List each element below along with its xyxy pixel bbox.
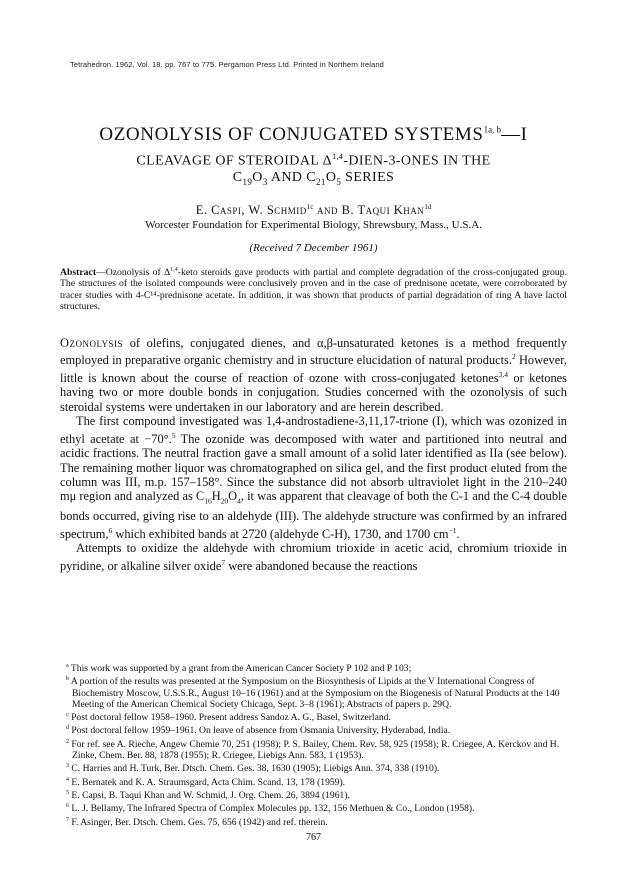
- citation-mark: 6: [108, 525, 113, 535]
- paper-subtitle-line-2: [40, 170, 587, 187]
- paper-subtitle-line-1: [40, 152, 587, 170]
- body-text-run: H: [211, 489, 221, 504]
- subtitle-text-b: -DIEN-3-ONES IN THE: [343, 153, 491, 169]
- formula-sub: 5: [336, 176, 342, 187]
- body-text-run: The first compound investigated was 1,4-androstadiene-3,11,17-trione (I), which was ozonized in ethyl acetate at −70°.: [60, 414, 567, 446]
- footnote-mark: 6: [66, 803, 69, 810]
- footnote: [60, 761, 567, 774]
- title-part-number: —I: [501, 124, 528, 145]
- footnote-text: Post doctoral fellow 1958–1960. Present address Sandoz A. G., Basel, Switzerland.: [71, 712, 391, 724]
- footnote-text: Post doctoral fellow 1959–1961. On leave of absence from Osmania University, Hyderabad, India.: [71, 725, 451, 737]
- footnote-text: F. Asinger, Ber. Dtsch. Chem. Ges. 75, 656 (1942) and ref. therein.: [71, 816, 328, 828]
- author-list: [40, 203, 587, 218]
- formula-sub: 16: [204, 496, 212, 506]
- footnote-text: A portion of the results was presented at the Symposium on the Biosynthesis of Lipids at the V International Congress of Biochemistry Moscow, U.S.S.R., August 10–16 (1961) and at the Symposium on the Biogenesis of Natural Products at the 140 Meeting of the American Chemical Society Chicago, Sept. 3–8 (1961); Abstracts of papers p. 29Q.: [70, 676, 560, 710]
- footnote-text: C. Harries and H. Turk, Ber. Dtsch. Chem. Ges. 38, 1630 (1905); Liebigs Ann. 374, 338 (1910).: [71, 763, 440, 775]
- subtitle-and: AND: [267, 170, 307, 185]
- formula-sub: 4: [237, 496, 241, 506]
- author-footnote-mark: 1d: [424, 203, 432, 211]
- citation-mark: 2: [511, 352, 516, 362]
- footnote: [60, 723, 567, 736]
- page-number: 767: [306, 832, 321, 843]
- body-text-run: were abandoned because the reactions: [225, 558, 418, 573]
- formula-c: C: [232, 170, 243, 185]
- footnote-mark: 4: [66, 776, 69, 783]
- received-date: (Received 7 December 1961): [249, 242, 378, 254]
- unit-exponent: −1: [448, 525, 457, 535]
- formula-c: C: [306, 170, 317, 185]
- body-text-run: Attempts to oxidize the aldehyde with chromium trioxide in acetic acid, chromium trioxide in pyridine, or alkaline silver oxide: [60, 541, 567, 573]
- footnote-text: This work was supported by a grant from the American Cancer Society P 102 and P 103;: [70, 663, 412, 675]
- citation-mark: 7: [221, 557, 226, 567]
- citation-mark: 3,4: [498, 369, 508, 379]
- footnote: [60, 775, 567, 788]
- footnote: [60, 801, 567, 814]
- body-text: [60, 336, 567, 573]
- footnote: [60, 674, 567, 710]
- body-text-run: , it was apparent that cleavage of both the C-1 and the C-4 double bonds occurred, giving rise to an aldehyde (III). The aldehyde structure was confirmed by an infrared spectrum,: [60, 489, 567, 541]
- body-paragraph: [60, 336, 567, 414]
- footnote-mark: a: [66, 663, 69, 669]
- footnote-text: E. Capsi, B. Taqui Khan and W. Schmid, J. Org. Chem. 26, 3894 (1961).: [71, 790, 350, 802]
- affiliation: Worcester Foundation for Experimental Biology, Shrewsbury, Mass., U.S.A.: [145, 219, 482, 231]
- body-text-run: The ozonide was decomposed with water and partitioned into neutral and acidic fractions. The neutral fraction gave a small amount of a solid later identified as IIa (see below). The remaining mother liquor was chromatographed on silica gel, and the first product eluted from the column was III, m.p. 157–158°. Since the substance did not absorb ultraviolet light in the 210–240 mμ region and analyzed as C: [60, 431, 567, 504]
- formula-sub: 21: [316, 176, 326, 187]
- footnote-mark: c: [66, 712, 69, 718]
- footnote: [60, 815, 567, 828]
- subtitle-series: SERIES: [341, 170, 395, 185]
- author-names-b: and B. Taqui Khan: [313, 203, 425, 218]
- formula-o: O: [325, 170, 337, 185]
- author-names-a: E. Caspi, W. Schmid: [195, 203, 307, 218]
- formula-sub: 19: [242, 176, 253, 187]
- footnote: [60, 737, 567, 762]
- subtitle-delta-sup: 1,4: [332, 152, 344, 161]
- abstract-label: Abstract: [60, 267, 97, 279]
- footnotes: [60, 661, 567, 828]
- footnote: [60, 788, 567, 801]
- body-text-run: of olefins, conjugated dienes, and α,β-unsaturated ketones is a method frequently employed in preparative organic chemistry and in structure elucidation of natural products.: [60, 336, 567, 368]
- body-text-run: .: [456, 526, 460, 541]
- formula-sub: 20: [220, 496, 229, 506]
- footnote-mark: b: [66, 676, 69, 683]
- abstract-text: —Ozonolysis of Δ: [96, 267, 171, 279]
- running-head: Tetrahedron. 1962, Vol. 18. pp. 767 to 775. Pergamon Press Ltd. Printed in Northern Ireland: [70, 60, 384, 69]
- body-text-run: O: [228, 489, 238, 504]
- footnote-text: L. J. Bellamy, The Infrared Spectra of Complex Molecules pp. 132, 156 Methuen & Co., London (1958).: [71, 803, 475, 815]
- paper-title: [40, 124, 587, 146]
- footnote-mark: 7: [66, 816, 69, 823]
- abstract-text: -keto steroids gave products with partial and complete degradation of the cross-conjugated group. The structures of the isolated compounds were conclusively proven and in the case of prednisone acetate, were corroborated by tracer studies with 4-C¹⁴-prednisone acetate. In addition, it was shown that products of partial degradation of ring A have lactol structures.: [60, 267, 567, 312]
- body-paragraph: [60, 541, 567, 573]
- author-footnote-mark: 1c: [306, 203, 314, 211]
- citation-mark: 5: [171, 430, 176, 440]
- body-text-run: which exhibited bands at 2720 (aldehyde C-H), 1730, and 1700 cm: [112, 526, 449, 541]
- footnote-mark: 5: [66, 789, 69, 796]
- body-paragraph: [60, 414, 567, 541]
- abstract-sup: 1,4: [170, 267, 178, 273]
- abstract: [60, 265, 567, 312]
- body-text-run: or ketones having two or more double bonds in conjugation. Studies concerned with the ozonolysis of such steroidal systems were undertaken in our laboratory and are herein described.: [60, 371, 567, 414]
- footnote: [60, 661, 567, 674]
- title-text: OZONOLYSIS OF CONJUGATED SYSTEMS: [99, 124, 484, 145]
- formula-o: O: [252, 170, 263, 185]
- footnote-mark: d: [66, 725, 69, 732]
- footnote-text: For ref. see A. Rieche, Angew Chemie 70, 251 (1958); P. S. Bailey, Chem. Rev. 58, 925 (1958); R. Criegee, A. Kerckov and H. Zinke, Chem. Ber. 88, 1878 (1955); R. Criegee, Liebigs Ann. 583, 1 (1953).: [71, 738, 560, 762]
- footnote: [60, 710, 567, 723]
- subtitle-text-a: CLEAVAGE OF STEROIDAL Δ: [136, 153, 333, 169]
- title-footnote-mark: 1a, b: [483, 124, 502, 135]
- footnote-text: E. Bernatek and K. A. Straumsgard, Acta Chim. Scand. 13, 178 (1959).: [71, 776, 346, 788]
- body-text-run: However, little is known about the course of reaction of ozone with cross-conjugated ketones: [60, 353, 567, 386]
- lead-word: Ozonolysis: [60, 336, 124, 350]
- footnote-mark: 2: [66, 738, 69, 745]
- formula-sub: 3: [262, 176, 268, 187]
- footnote-mark: 3: [66, 763, 69, 770]
